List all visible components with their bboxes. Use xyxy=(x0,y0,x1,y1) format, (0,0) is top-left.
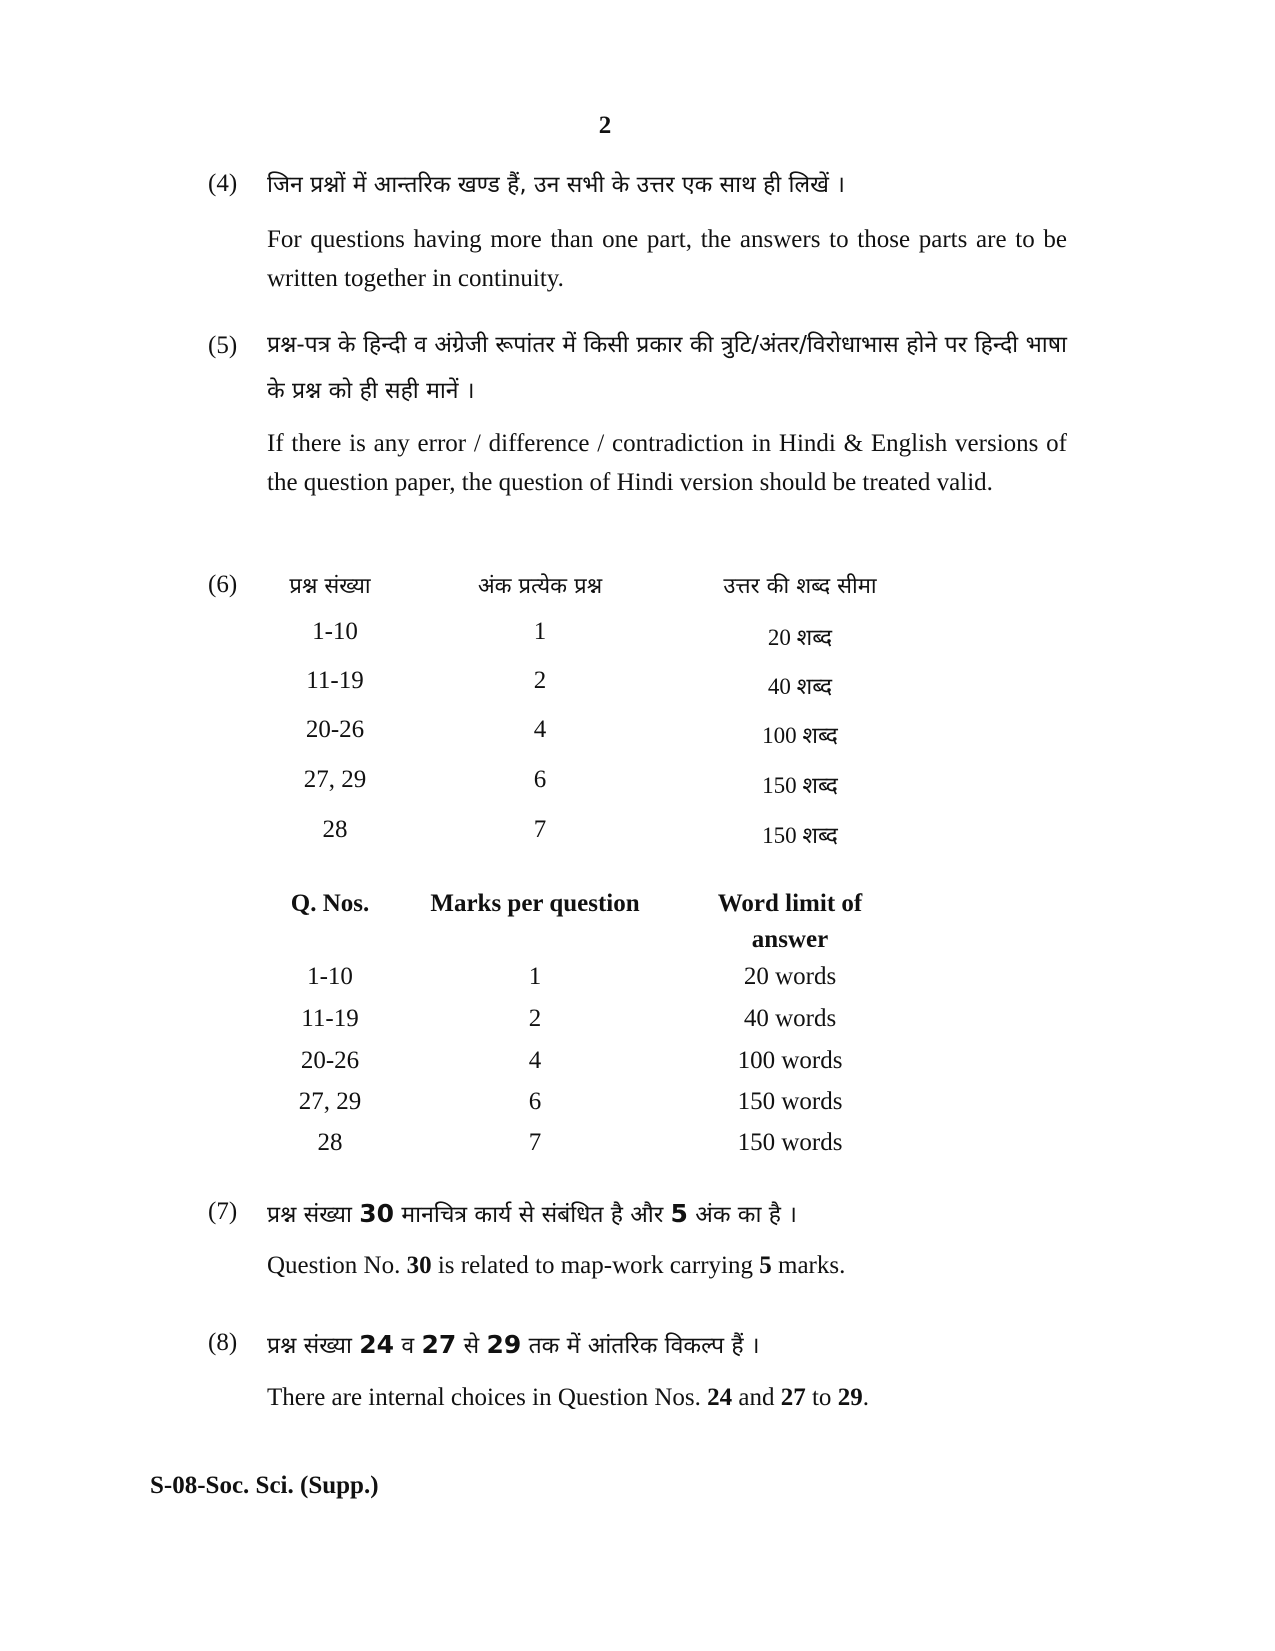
item-8-hindi: प्रश्न संख्या 24 व 27 से 29 तक में आंतरिक विकल्प हैं । xyxy=(267,1330,760,1359)
item-4-hindi: जिन प्रश्नों में आन्तरिक खण्ड हैं, उन सभी के उत्तर एक साथ ही लिखें । xyxy=(267,172,845,198)
item-6-number: (6) xyxy=(208,571,238,598)
table-cell: 150 शब्द xyxy=(762,823,838,848)
table-cell: 20-26 xyxy=(300,1047,360,1074)
english-header-marks: Marks per question xyxy=(430,890,640,917)
hindi-header-qno: प्रश्न संख्या xyxy=(289,574,371,599)
table-cell: 1 xyxy=(528,963,542,990)
table-cell: 20 words xyxy=(743,963,837,990)
item-7-hindi: प्रश्न संख्या 30 मानचित्र कार्य से संबंधित है और 5 अंक का है । xyxy=(267,1199,797,1228)
table-cell: 28 xyxy=(322,816,348,843)
page-number: 2 xyxy=(598,112,612,139)
table-cell: 11-19 xyxy=(306,667,364,694)
item-7-number: (7) xyxy=(208,1198,238,1225)
item-5-hindi: प्रश्न-पत्र के हिन्दी व अंग्रेजी रूपांतर में किसी प्रकार की त्रुटि/अंतर/विरोधाभास होने पर हिन्दी भाषा के प्रश्न को ही सही मानें । xyxy=(267,332,1067,404)
table-cell: 100 शब्द xyxy=(762,723,838,748)
item-8-number: (8) xyxy=(208,1329,238,1356)
table-cell: 20-26 xyxy=(305,716,365,743)
hindi-header-wordlimit: उत्तर की शब्द सीमा xyxy=(723,574,877,599)
item-8-english: There are internal choices in Question Nos. 24 and 27 to 29. xyxy=(267,1384,869,1411)
table-cell: 150 words xyxy=(737,1088,843,1115)
table-cell: 40 शब्द xyxy=(767,674,833,699)
table-cell: 20 शब्द xyxy=(767,625,833,650)
item-5-english: If there is any error / difference / contradiction in Hindi & English versions of the question paper, the question of Hindi version should be treated valid. xyxy=(267,430,1067,496)
table-cell: 6 xyxy=(528,1088,542,1115)
table-cell: 11-19 xyxy=(301,1005,359,1032)
item-4-english: For questions having more than one part, the answers to those parts are to be written together in continuity. xyxy=(267,226,1067,292)
table-cell: 2 xyxy=(528,1005,542,1032)
table-cell: 7 xyxy=(533,816,547,843)
table-cell: 4 xyxy=(533,716,547,743)
table-cell: 100 words xyxy=(737,1047,843,1074)
table-cell: 28 xyxy=(317,1129,343,1156)
footer-paper-code: S-08-Soc. Sci. (Supp.) xyxy=(150,1472,379,1499)
table-cell: 2 xyxy=(533,667,547,694)
english-header-qno: Q. Nos. xyxy=(290,890,370,917)
table-cell: 27, 29 xyxy=(303,766,367,793)
table-cell: 6 xyxy=(533,766,547,793)
hindi-header-marks: अंक प्रत्येक प्रश्न xyxy=(477,574,603,599)
english-header-wordlimit-2: answer xyxy=(751,926,829,953)
table-cell: 7 xyxy=(528,1129,542,1156)
table-cell: 150 words xyxy=(737,1129,843,1156)
table-cell: 1 xyxy=(533,618,547,645)
item-5-number: (5) xyxy=(208,332,238,359)
table-cell: 27, 29 xyxy=(298,1088,362,1115)
table-cell: 40 words xyxy=(743,1005,837,1032)
item-4-number: (4) xyxy=(208,170,238,197)
table-cell: 1-10 xyxy=(312,618,358,645)
item-7-english: Question No. 30 is related to map-work carrying 5 marks. xyxy=(267,1252,846,1279)
table-cell: 4 xyxy=(528,1047,542,1074)
table-cell: 150 शब्द xyxy=(762,773,838,798)
english-header-wordlimit: Word limit of xyxy=(717,890,863,917)
table-cell: 1-10 xyxy=(307,963,353,990)
